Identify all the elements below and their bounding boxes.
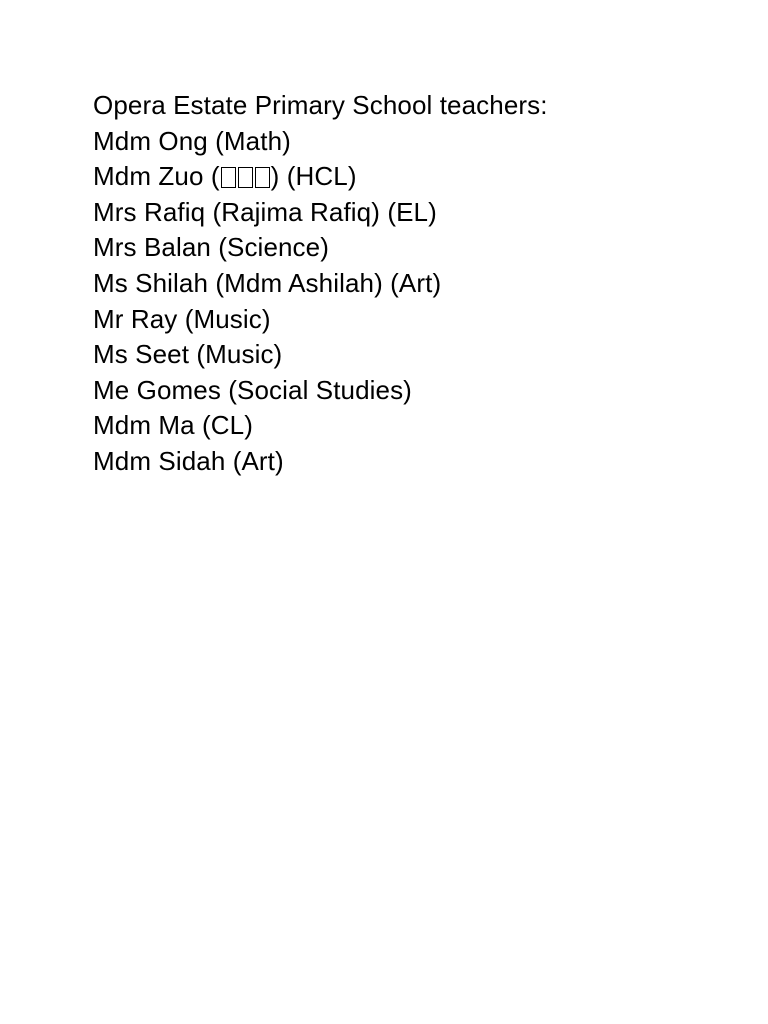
teacher-line: Mrs Rafiq (Rajima Rafiq) (EL): [93, 196, 437, 227]
teacher-line: Ms Seet (Music): [93, 339, 283, 370]
teacher-line: Me Gomes (Social Studies): [93, 374, 412, 405]
missing-glyph-box: [238, 167, 253, 188]
teacher-line: Mdm Sidah (Art): [93, 445, 284, 476]
missing-glyph-box: [255, 167, 270, 188]
teacher-line: Ms Shilah (Mdm Ashilah) (Art): [93, 267, 442, 298]
teacher-line: Mdm Ma (CL): [93, 410, 253, 441]
teacher-line: Mdm Ong (Math): [93, 125, 291, 156]
teacher-line: Mrs Balan (Science): [93, 232, 329, 263]
document-body: [93, 88, 733, 480]
teacher-line: Mr Ray (Music): [93, 303, 271, 334]
teacher-line: Mdm Zuo ( ) (HCL): [93, 161, 357, 192]
missing-glyph-box: [221, 167, 236, 188]
document-heading: Opera Estate Primary School teachers:: [93, 90, 548, 120]
